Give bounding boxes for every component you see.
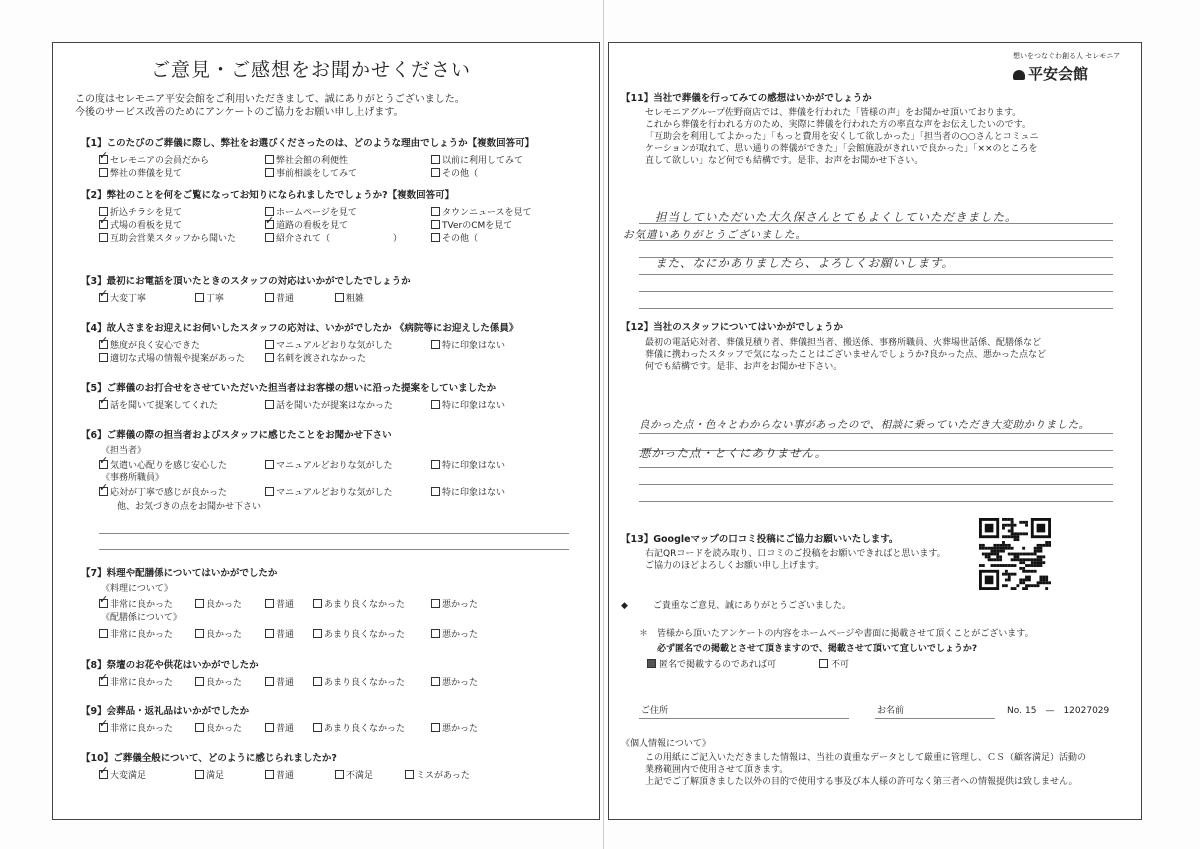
option-item[interactable]	[431, 166, 478, 179]
privacy-title: 《個人情報について》	[621, 739, 711, 749]
consent-no-label: 不可	[831, 660, 850, 670]
option-label: 非常に良かった	[110, 678, 174, 688]
checkbox[interactable]	[431, 220, 440, 229]
q12-answer-line[interactable]	[639, 433, 1113, 434]
option-label: あまり良くなかった	[324, 724, 406, 734]
q11-handwritten-1: 担当していただいた大久保さんとてもよくしていただきました。	[655, 210, 1018, 224]
option-label: ミスがあった	[416, 771, 470, 781]
option-item[interactable]	[313, 721, 405, 734]
checkbox[interactable]	[313, 677, 322, 686]
option-item[interactable]	[265, 153, 348, 166]
q7-title: 【7】料理や配膳係についてはいかがでしたか	[81, 568, 278, 579]
checkbox[interactable]	[99, 770, 108, 779]
text-line: 業務範囲内で使用させて頂きます。	[645, 765, 789, 775]
option-item[interactable]	[99, 597, 173, 610]
consent-yes[interactable]	[647, 659, 776, 671]
option-item[interactable]	[431, 627, 478, 640]
option-label: 態度が良く安心できた	[110, 341, 201, 351]
option-label: 紹介されて（ ）	[276, 234, 403, 244]
option-label: 名刺を渡されなかった	[276, 354, 367, 364]
q8-title: 【8】祭壇のお花や供花はいかがでしたか	[81, 660, 259, 671]
checkbox[interactable]	[431, 460, 440, 469]
option-label: 非常に良かった	[110, 600, 174, 610]
checkbox[interactable]	[265, 220, 274, 229]
checkbox[interactable]	[265, 400, 274, 409]
option-label: 互助会営業スタッフから聞いた	[110, 234, 237, 244]
option-item[interactable]	[99, 627, 173, 640]
option-item[interactable]	[195, 597, 242, 610]
q13-desc	[645, 548, 946, 572]
option-label: 悪かった	[442, 678, 479, 688]
checkbox[interactable]	[99, 168, 108, 177]
q12-title: 【12】当社のスタッフについてはいかがでしょうか	[621, 322, 844, 333]
number-label: No.	[1007, 706, 1022, 716]
option-item[interactable]	[265, 231, 402, 244]
q12-desc	[645, 337, 1046, 373]
page-title: ご意見・ご感想をお聞かせください	[151, 59, 472, 81]
text-line: 上記でご了解頂きました以外の目的で使用する事及び本人様の許可なく第三者への情報提供は致しません。	[645, 777, 1078, 787]
checkbox[interactable]	[313, 723, 322, 732]
option-item[interactable]	[313, 675, 405, 688]
q2-title: 【2】弊社のことを何をご覧になってお知りになられましたでしょうか?【複数回答可】	[81, 190, 455, 201]
checkbox[interactable]	[99, 677, 108, 686]
option-label: 非常に良かった	[110, 630, 174, 640]
checkbox[interactable]	[195, 599, 204, 608]
checkbox[interactable]	[431, 487, 440, 496]
q6-sub1: 《担当者》	[101, 446, 147, 456]
q5-title: 【5】ご葬儀のお打合せをさせていただいた担当者はお客様の想いに沿った提案をしていましたか	[81, 383, 497, 394]
q13-title: 【13】Googleマップの口コミ投稿にご協力お願いいたします。	[621, 534, 899, 545]
text-line: 直して欲しい」など何でも結構です。是非、お声をお聞かせ下さい。	[645, 156, 924, 166]
q11-handwritten-3: また、なにかありましたら、よろしくお願いします。	[655, 256, 955, 270]
asterisk-icon: ＊	[639, 629, 649, 639]
option-label: タウンニュースを見て	[442, 208, 532, 218]
checkbox[interactable]	[405, 770, 414, 779]
option-item[interactable]	[265, 166, 357, 179]
q11-title: 【11】当社で葬儀を行ってみての感想はいかがでしょうか	[621, 93, 872, 104]
q6-title: 【6】ご葬儀の際の担当者およびスタッフに感じたことをお聞かせ下さい	[81, 430, 392, 441]
option-item[interactable]	[99, 231, 236, 244]
name-label: お名前	[877, 706, 905, 716]
option-label: 話を聞いたが提案はなかった	[276, 401, 394, 411]
checkbox[interactable]	[431, 155, 440, 164]
checkbox[interactable]	[99, 155, 108, 164]
option-label: 普通	[276, 678, 295, 688]
checkbox[interactable]	[431, 168, 440, 177]
q11-desc	[645, 107, 1039, 167]
option-label: 特に印象はない	[442, 488, 506, 498]
text-line: 右記QRコードを読み取り、口コミのご投稿をお願いできればと思います。	[645, 549, 946, 559]
option-label: 特に印象はない	[442, 461, 506, 471]
checkbox[interactable]	[99, 723, 108, 732]
number-value: 15 — 12027029	[1025, 706, 1110, 716]
option-item[interactable]	[99, 218, 182, 231]
checkbox[interactable]	[265, 353, 274, 362]
option-item[interactable]	[265, 458, 393, 471]
right-page	[608, 42, 1142, 820]
option-item[interactable]	[99, 721, 173, 734]
option-item[interactable]	[431, 231, 478, 244]
option-label: 道路の看板を見て	[276, 221, 349, 231]
address-label: ご住所	[641, 706, 669, 716]
q12-answer-line[interactable]	[639, 484, 1113, 485]
checkbox[interactable]	[265, 293, 274, 302]
option-item[interactable]	[265, 205, 357, 218]
q12-handwritten-2: 悪かった点・とくにありません。	[639, 446, 828, 460]
consent-no-checkbox[interactable]	[819, 659, 828, 668]
option-label: あまり良くなかった	[324, 678, 406, 688]
option-item[interactable]	[431, 597, 478, 610]
checkbox[interactable]	[431, 629, 440, 638]
option-label: その他（	[442, 169, 479, 179]
checkbox[interactable]	[195, 629, 204, 638]
option-item[interactable]	[335, 291, 364, 304]
option-label: 特に印象はない	[442, 341, 506, 351]
option-label: 普通	[276, 630, 295, 640]
option-label: あまり良くなかった	[324, 600, 406, 610]
option-label: 良かった	[206, 630, 243, 640]
option-label: 普通	[276, 771, 295, 781]
option-label: 良かった	[206, 678, 243, 688]
option-label: 以前に利用してみて	[442, 156, 524, 166]
text-line: セレモニアグループ佐野商店では、葬儀を行われた「皆様の声」をお聞かせ頂いております。	[645, 108, 1022, 118]
q10-title: 【10】ご葬儀全般について、どのように感じられましたか?	[81, 753, 337, 764]
logo-tagline: 想いをつなぐわ創る人 セレモニア	[1013, 52, 1121, 60]
option-label: 悪かった	[442, 600, 479, 610]
publish-notice-2: 必ず匿名での掲載とさせて頂きますので、掲載させて頂いて宜しいでしょうか?	[657, 644, 978, 654]
option-label: 良かった	[206, 600, 243, 610]
option-item[interactable]	[431, 721, 478, 734]
checkbox[interactable]	[99, 220, 108, 229]
option-label: 応対が丁寧で感じが良かった	[110, 488, 228, 498]
text-line: ケーションが取れて、思い通りの葬儀ができた」「会館施設がきれいで良かった」「××のところを	[645, 144, 1038, 154]
option-item[interactable]	[99, 205, 182, 218]
checkbox[interactable]	[265, 487, 274, 496]
q11-answer-line[interactable]	[639, 291, 1113, 292]
option-label: 気遣い心配りを感じ安心した	[110, 461, 228, 471]
option-item[interactable]	[431, 675, 478, 688]
checkbox[interactable]	[265, 629, 274, 638]
option-item[interactable]	[99, 458, 227, 471]
option-item[interactable]	[431, 485, 505, 498]
q6-note: 他、お気づきの点をお聞かせ下さい	[117, 502, 262, 512]
checkbox[interactable]	[99, 353, 108, 362]
checkbox[interactable]	[265, 460, 274, 469]
checkbox[interactable]	[431, 599, 440, 608]
checkbox[interactable]	[431, 233, 440, 242]
q11-answer-line[interactable]	[639, 274, 1113, 275]
checkbox[interactable]	[265, 340, 274, 349]
q3-title: 【3】最初にお電話を頂いたときのスタッフの対応はいかがでしたでしょうか	[81, 276, 411, 287]
checkbox[interactable]	[265, 233, 274, 242]
option-item[interactable]	[405, 768, 470, 781]
option-item[interactable]	[313, 597, 405, 610]
checkbox[interactable]	[99, 487, 108, 496]
option-label: 不満足	[346, 771, 374, 781]
option-item[interactable]	[265, 338, 393, 351]
text-line: この用紙にご記入いただきました情報は、当社の貴重なデータとして厳重に管理し、ＣＳ（顧客満足）活動の	[645, 753, 1087, 763]
checkbox[interactable]	[195, 723, 204, 732]
option-item[interactable]	[265, 768, 294, 781]
logo-mark-icon	[1013, 70, 1025, 80]
option-label: マニュアルどおりな気がした	[276, 461, 393, 471]
option-label: 普通	[276, 724, 295, 734]
option-label: 粗雑	[346, 294, 365, 304]
option-label: 大変丁寧	[110, 294, 147, 304]
checkbox[interactable]	[265, 723, 274, 732]
closing-thanks: ご貴重なご意見、誠にありがとうございました。	[653, 601, 852, 611]
option-item[interactable]	[99, 398, 218, 411]
text-line: 「互助会を利用してよかった」「もっと費用を安くして欲しかった」「担当者の○○さんとコミュニ	[645, 132, 1039, 142]
option-item[interactable]	[195, 721, 242, 734]
text-line: 最初の電話応対者、葬儀見積り者、葬儀担当者、搬送係、事務所職員、火葬場世話係、配膳係など	[645, 338, 1042, 348]
option-item[interactable]	[265, 675, 294, 688]
consent-yes-checkbox[interactable]	[647, 659, 656, 668]
option-label: 満足	[206, 771, 225, 781]
option-item[interactable]	[431, 153, 523, 166]
option-label: 折込チラシを見て	[110, 208, 183, 218]
option-label: 事前相談をしてみて	[276, 169, 358, 179]
option-item[interactable]	[99, 338, 200, 351]
option-item[interactable]	[99, 291, 146, 304]
option-item[interactable]	[195, 768, 224, 781]
checkbox[interactable]	[313, 599, 322, 608]
option-item[interactable]	[99, 485, 227, 498]
q11-answer-line[interactable]	[639, 308, 1113, 309]
option-item[interactable]	[431, 218, 512, 231]
consent-no[interactable]	[819, 659, 849, 671]
option-item[interactable]	[99, 166, 182, 179]
left-page	[52, 42, 600, 820]
option-item[interactable]	[265, 485, 393, 498]
option-item[interactable]	[99, 351, 245, 364]
option-item[interactable]	[195, 675, 242, 688]
text-line: 何でも結構です。是非、お声をお聞かせ下さい。	[645, 362, 843, 372]
page-fold	[603, 0, 604, 849]
option-label: 普通	[276, 600, 295, 610]
option-label: 式場の看板を見て	[110, 221, 183, 231]
option-item[interactable]	[195, 291, 224, 304]
checkbox[interactable]	[99, 629, 108, 638]
publish-notice-1: 皆様から頂いたアンケートの内容をホームページや書面に掲載させて頂くことがございます。	[657, 629, 1034, 639]
option-label: マニュアルどおりな気がした	[276, 488, 393, 498]
checkbox[interactable]	[99, 293, 108, 302]
option-label: 適切な式場の情報や提案があった	[110, 354, 245, 364]
option-label: 弊社会館の利便性	[276, 156, 349, 166]
checkbox[interactable]	[99, 233, 108, 242]
intro-line-1: この度はセレモニア平安会館をご利用いただきまして、誠にありがとうございました。	[75, 94, 465, 105]
checkbox[interactable]	[195, 293, 204, 302]
option-item[interactable]	[265, 218, 348, 231]
name-field[interactable]	[875, 718, 995, 719]
q1-title: 【1】このたびのご葬儀に際し、弊社をお選びくださったのは、どのような理由でしょうか【複数回答可】	[81, 138, 535, 149]
option-label: その他（	[442, 234, 479, 244]
q12-handwritten-1: 良かった点・色々とわからない事があったので、相談に乗っていただき大変助かりました。	[639, 419, 1090, 431]
consent-yes-label: 匿名で掲載するのであれば可	[659, 660, 777, 670]
option-item[interactable]	[431, 458, 505, 471]
q6-answer-line[interactable]	[99, 533, 569, 534]
option-item[interactable]	[265, 291, 294, 304]
option-item[interactable]	[265, 398, 393, 411]
checkbox[interactable]	[195, 770, 204, 779]
option-item[interactable]	[313, 627, 405, 640]
option-item[interactable]	[265, 721, 294, 734]
q12-answer-line[interactable]	[639, 467, 1113, 468]
checkbox[interactable]	[335, 770, 344, 779]
checkbox[interactable]	[431, 677, 440, 686]
option-label: 弊社の葬儀を見て	[110, 169, 183, 179]
checkbox[interactable]	[335, 293, 344, 302]
checkbox[interactable]	[99, 400, 108, 409]
checkbox[interactable]	[265, 770, 274, 779]
option-label: 丁寧	[206, 294, 225, 304]
checkbox[interactable]	[265, 168, 274, 177]
option-label: セレモニアの会員だから	[110, 156, 210, 166]
option-label: マニュアルどおりな気がした	[276, 341, 393, 351]
text-line: 葬儀に携わったスタッフで気になったことはございませんでしょうか?良かった点、悪かった点など	[645, 350, 1046, 360]
option-item[interactable]	[335, 768, 373, 781]
checkbox[interactable]	[313, 629, 322, 638]
option-item[interactable]	[99, 675, 173, 688]
q11-handwritten-2: お気遣いありがとうございました。	[623, 229, 807, 241]
checkbox[interactable]	[265, 155, 274, 164]
option-item[interactable]	[265, 351, 366, 364]
checkbox[interactable]	[265, 599, 274, 608]
privacy-text	[645, 752, 1086, 788]
q7-sub1: 《料理について》	[101, 584, 173, 594]
option-item[interactable]	[431, 205, 532, 218]
text-line: ご協力のほどよろしくお願い申し上げます。	[645, 561, 825, 571]
option-label: あまり良くなかった	[324, 630, 406, 640]
option-item[interactable]	[99, 153, 209, 166]
option-label: 特に印象はない	[442, 401, 506, 411]
option-item[interactable]	[99, 768, 146, 781]
option-label: 大変満足	[110, 771, 147, 781]
q6-answer-line[interactable]	[99, 549, 569, 550]
option-label: 普通	[276, 294, 295, 304]
q7-sub2: 《配膳係について》	[101, 613, 182, 623]
checkbox[interactable]	[431, 723, 440, 732]
q9-title: 【9】会葬品・返礼品はいかがでしたか	[81, 706, 250, 717]
option-label: 良かった	[206, 724, 243, 734]
q6-sub2: 《事務所職員》	[101, 473, 165, 483]
q12-answer-line[interactable]	[639, 501, 1113, 502]
checkbox[interactable]	[431, 340, 440, 349]
logo	[1013, 63, 1088, 84]
checkbox[interactable]	[265, 677, 274, 686]
q4-title: 【4】故人さまをお迎えにお伺いしたスタッフの応対は、いかがでしたか 《病院等にお迎えした係員》	[81, 323, 519, 334]
option-item[interactable]	[265, 627, 294, 640]
option-label: 話を聞いて提案してくれた	[110, 401, 219, 411]
option-label: 悪かった	[442, 630, 479, 640]
intro-line-2: 今後のサービス改善のためにアンケートのご協力をお願い申し上げます。	[75, 107, 404, 118]
checkbox[interactable]	[99, 599, 108, 608]
checkbox[interactable]	[99, 340, 108, 349]
checkbox[interactable]	[99, 460, 108, 469]
checkbox[interactable]	[431, 400, 440, 409]
option-label: ホームページを見て	[276, 208, 357, 218]
option-item[interactable]	[431, 398, 505, 411]
option-item[interactable]	[265, 597, 294, 610]
option-label: 悪かった	[442, 724, 479, 734]
option-label: 非常に良かった	[110, 724, 174, 734]
checkbox[interactable]	[431, 207, 440, 216]
checkbox[interactable]	[195, 677, 204, 686]
option-item[interactable]	[431, 338, 505, 351]
qr-code-icon[interactable]	[979, 518, 1051, 590]
diamond-icon: ◆	[621, 601, 628, 611]
text-line: これから葬儀を行われる方のため、実際に葬儀を行われた方の率直な声をお伝えしたいのです。	[645, 120, 1031, 130]
option-item[interactable]	[195, 627, 242, 640]
logo-name: 平安会館	[1028, 65, 1089, 83]
option-label: TVerのCMを見て	[442, 221, 513, 231]
address-field[interactable]	[639, 718, 849, 719]
